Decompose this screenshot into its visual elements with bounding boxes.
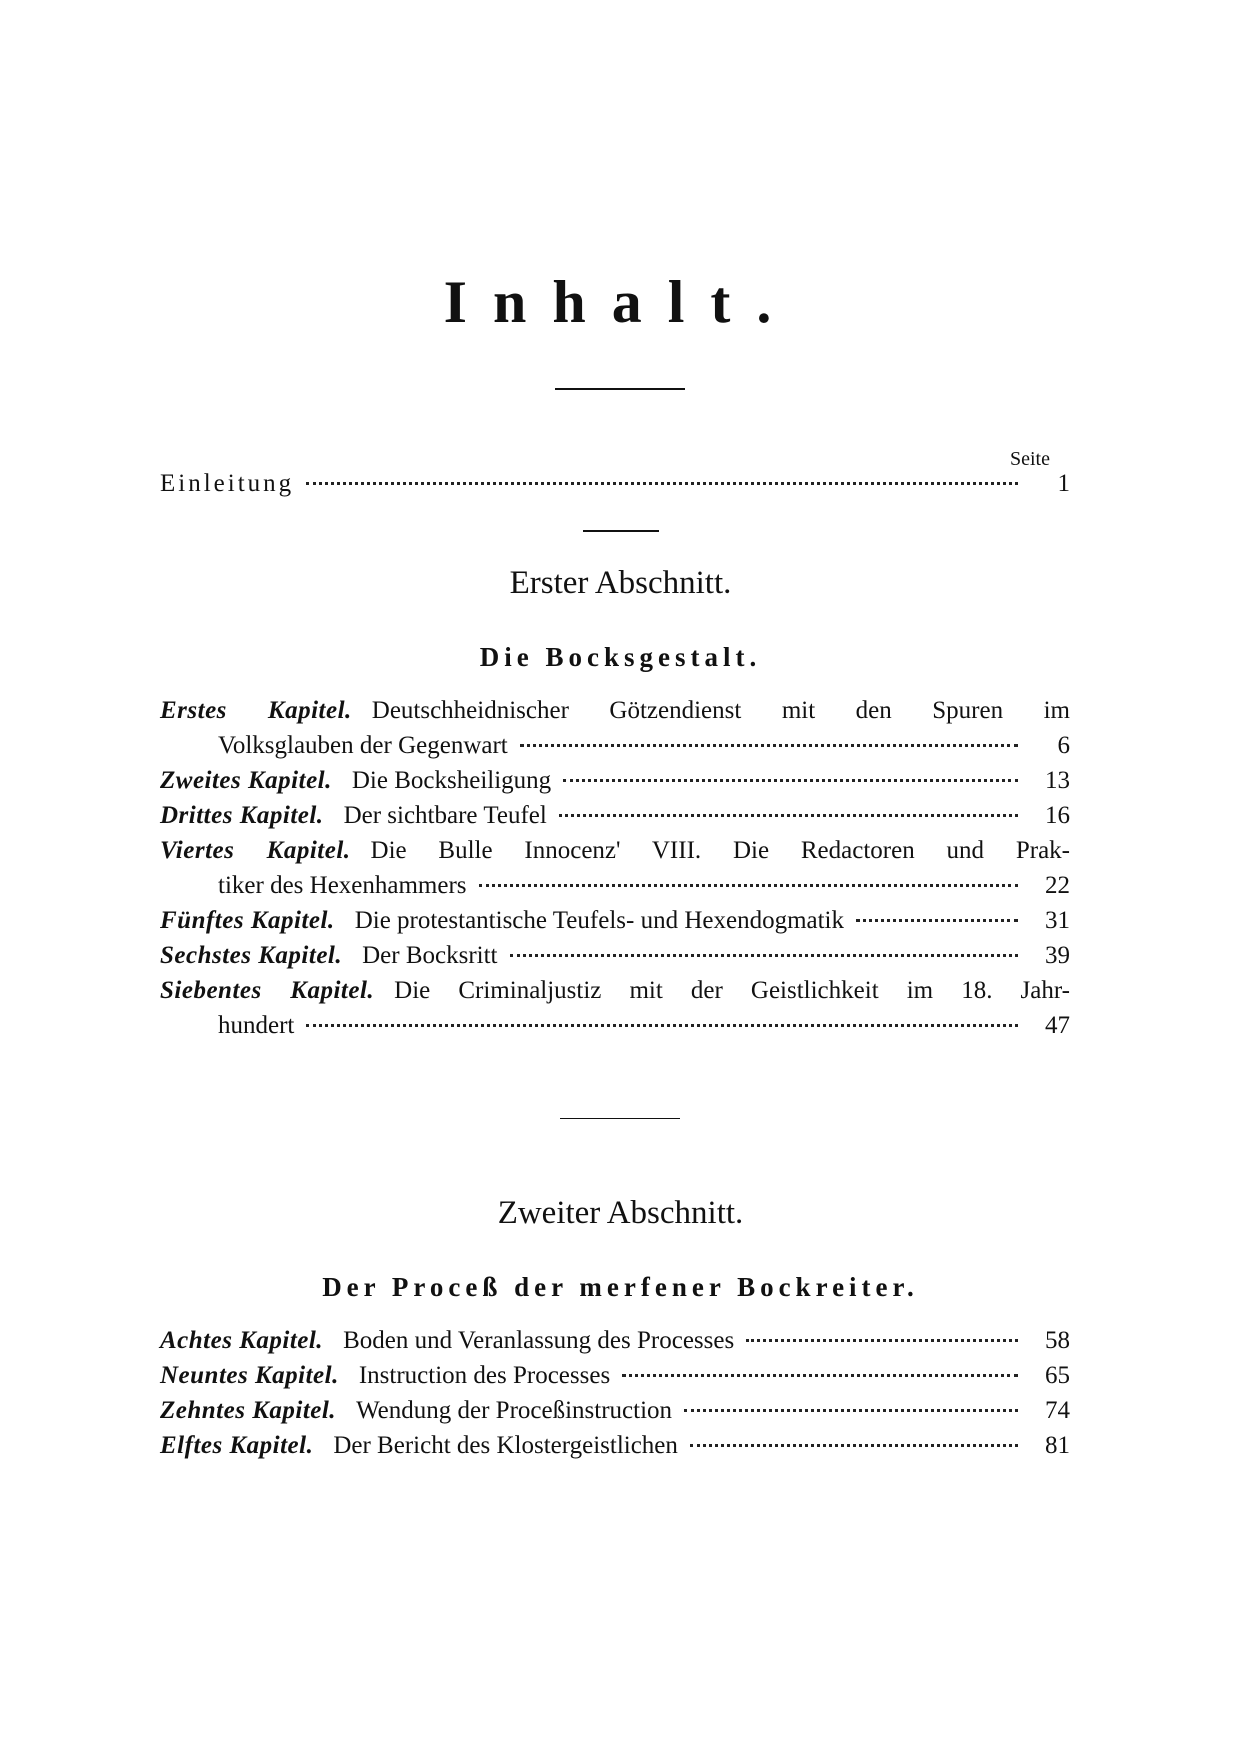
- seite-column-label: Seite: [1010, 448, 1050, 470]
- kapitel-label: Drittes Kapitel.: [160, 802, 324, 829]
- section-rule: [583, 530, 659, 532]
- kapitel-label: Fünftes Kapitel.: [160, 907, 335, 934]
- toc-entry-3: [160, 802, 1070, 830]
- dot-leader: [684, 1409, 1018, 1412]
- section1-subtitle: Die Bocksgestalt.: [479, 642, 762, 672]
- kapitel-label: Viertes Kapitel.: [160, 837, 351, 864]
- toc-entry-10: [160, 1397, 1070, 1425]
- toc-page-number: 31: [1045, 907, 1070, 934]
- kapitel-label: Zehntes Kapitel.: [160, 1397, 337, 1424]
- kapitel-label: Achtes Kapitel.: [160, 1327, 324, 1354]
- kapitel-label: Neuntes Kapitel.: [160, 1362, 339, 1389]
- toc-entry-text: Der Bericht des Klostergeistlichen: [333, 1432, 678, 1459]
- toc-entry-text: Wendung der Proceßinstruction: [356, 1397, 673, 1424]
- toc-entry-4-line2: [218, 872, 1070, 900]
- toc-entry-text: Die protestantische Teufels- und Hexendogmatik: [354, 907, 845, 934]
- toc-entry-text: Die Bocksheiligung: [351, 767, 552, 794]
- dot-leader: [306, 1024, 1018, 1027]
- toc-entry-text: Instruction des Processes: [358, 1362, 611, 1389]
- dot-leader: [690, 1444, 1018, 1447]
- toc-entry-8: [160, 1327, 1070, 1355]
- kapitel-label: Sechstes Kapitel.: [160, 942, 343, 969]
- toc-page-number: 65: [1045, 1362, 1070, 1389]
- toc-entry-einleitung: [160, 470, 1070, 498]
- toc-entry-text: hundert: [218, 1012, 295, 1039]
- toc-entry-1-line1: [160, 697, 1070, 725]
- toc-entry-11: [160, 1432, 1070, 1460]
- toc-entry-5: [160, 907, 1070, 935]
- toc-entry-6: [160, 942, 1070, 970]
- dot-leader: [479, 884, 1018, 887]
- toc-entry-text: Der sichtbare Teufel: [343, 802, 547, 829]
- toc-page-number: 13: [1045, 767, 1070, 794]
- kapitel-label: Erstes Kapitel.: [160, 697, 352, 724]
- toc-page-number: 16: [1045, 802, 1070, 829]
- toc-entry-7-line2: [218, 1012, 1070, 1040]
- section2-heading: Zweiter Abschnitt.: [497, 1195, 744, 1231]
- toc-entry-text: Die Bulle Innocenz' VIII. Die Redactoren und Prak-: [370, 837, 1070, 864]
- dot-leader: [856, 919, 1018, 922]
- toc-page-number: 6: [1057, 732, 1070, 759]
- section-rule: [560, 1118, 680, 1119]
- title-rule: [555, 388, 685, 390]
- toc-page-number: 47: [1045, 1012, 1070, 1039]
- toc-page-number: 81: [1045, 1432, 1070, 1459]
- dot-leader: [563, 779, 1018, 782]
- kapitel-label: Zweites Kapitel.: [160, 767, 332, 794]
- toc-entry-text: Boden und Veranlassung des Processes: [343, 1327, 735, 1354]
- dot-leader: [622, 1374, 1018, 1377]
- toc-entry-9: [160, 1362, 1070, 1390]
- toc-page-number: 58: [1045, 1327, 1070, 1354]
- toc-page-number: 22: [1045, 872, 1070, 899]
- toc-page-number: 74: [1045, 1397, 1070, 1424]
- dot-leader: [520, 744, 1018, 747]
- toc-page-number: 39: [1045, 942, 1070, 969]
- dot-leader: [559, 814, 1018, 817]
- dot-leader: [306, 482, 1018, 485]
- kapitel-label: Siebentes Kapitel.: [160, 977, 375, 1004]
- section1-heading: Erster Abschnitt.: [509, 565, 732, 601]
- toc-entry-4-line1: [160, 837, 1070, 865]
- toc-entry-1-line2: [218, 732, 1070, 760]
- toc-entry-text: Die Criminaljustiz mit der Geistlichkeit im 18. Jahr-: [394, 977, 1071, 1004]
- toc-page-number: 1: [1057, 470, 1070, 497]
- kapitel-label: Elftes Kapitel.: [160, 1432, 314, 1459]
- page-title: Inhalt.: [443, 269, 798, 335]
- toc-entry-text: Deutschheidnischer Götzendienst mit den Spuren im: [371, 697, 1070, 724]
- dot-leader: [746, 1339, 1018, 1342]
- toc-entry-text: Der Bocksritt: [362, 942, 498, 969]
- toc-entry-7-line1: [160, 977, 1070, 1005]
- dot-leader: [510, 954, 1019, 957]
- toc-entry-text: Volksglauben der Gegenwart: [218, 732, 508, 759]
- toc-entry-label: Einleitung: [160, 470, 295, 497]
- toc-entry-2: [160, 767, 1070, 795]
- section2-subtitle: Der Proceß der merfener Bockreiter.: [322, 1272, 919, 1302]
- toc-entry-text: tiker des Hexenhammers: [218, 872, 467, 899]
